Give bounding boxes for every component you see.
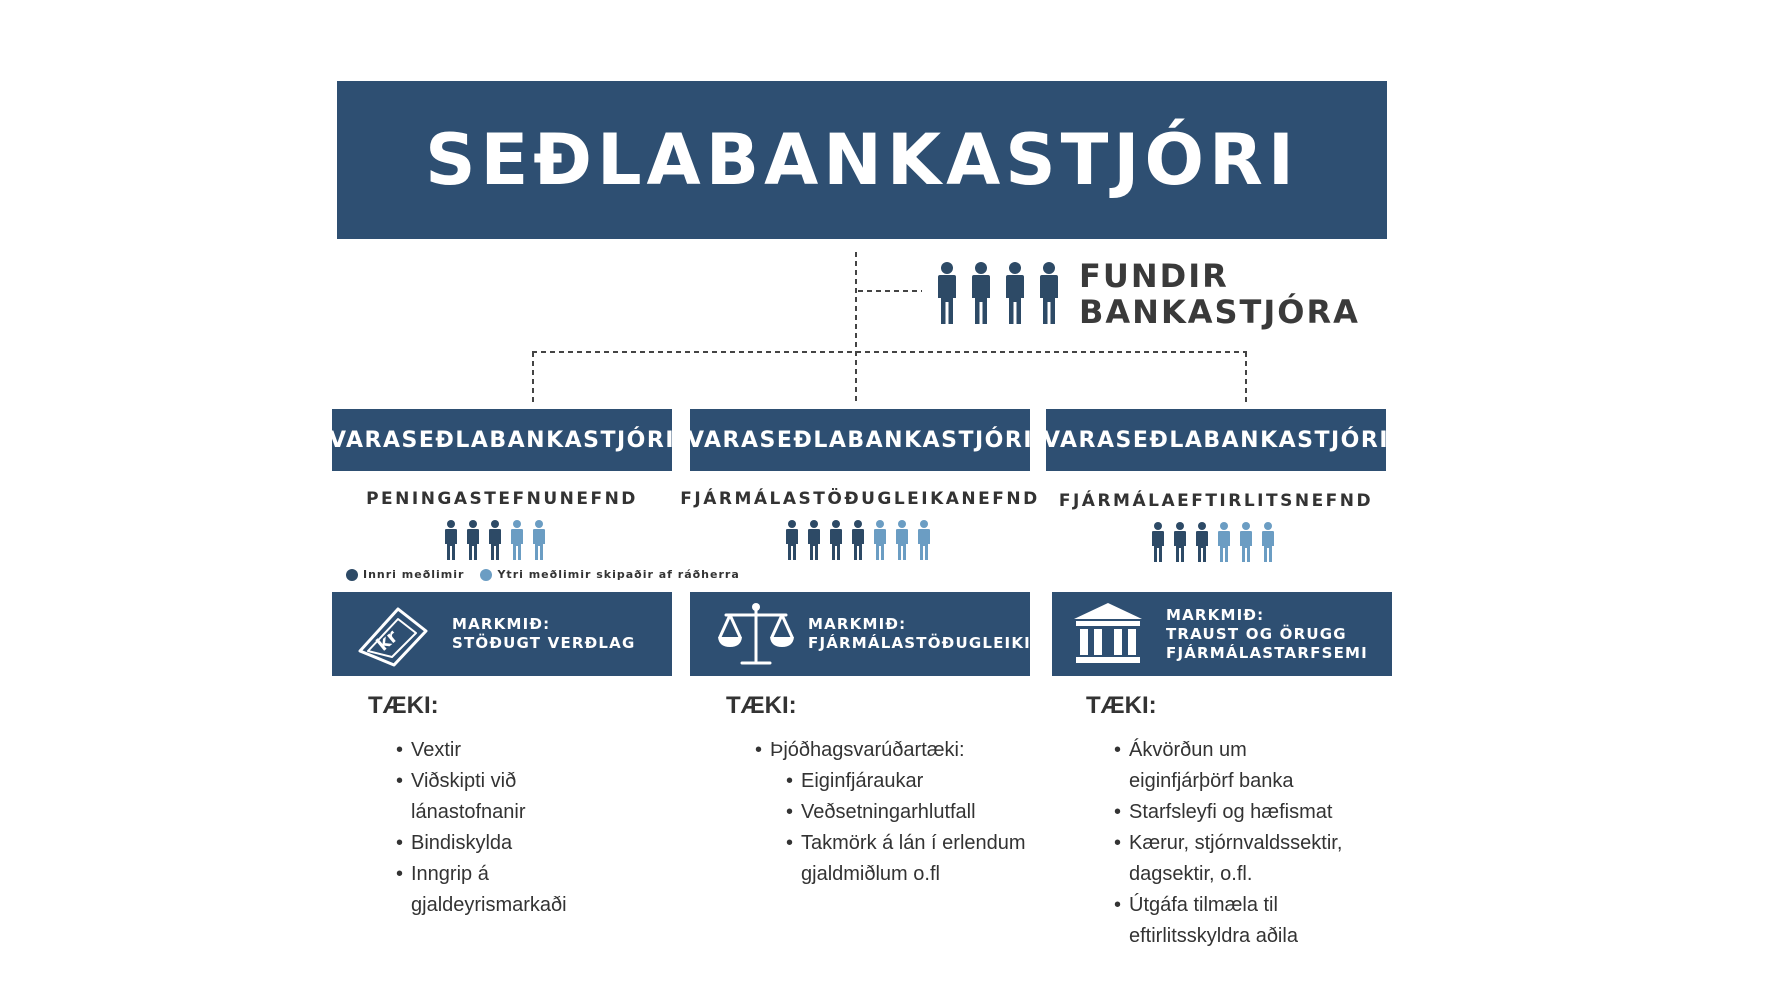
external-member-icon — [874, 520, 886, 560]
tools-list-2 — [755, 735, 1055, 890]
members-legend — [346, 568, 756, 581]
internal-member-icon — [808, 520, 820, 560]
goal-box-3 — [1052, 592, 1392, 676]
goal-box-1 — [332, 592, 672, 676]
legend-internal: Innri meðlimir — [346, 568, 464, 581]
tool-item: • Viðskipti við lánastofnanir — [396, 766, 666, 828]
tool-item: • Ákvörðun um eiginfjárþörf banka — [1114, 735, 1414, 797]
deputy-governor-box-1 — [328, 409, 676, 471]
external-member-icon — [533, 520, 545, 560]
meeting-label-line1: FUNDIR — [1079, 257, 1229, 295]
governor-title: SEÐLABANKASTJÓRI — [425, 119, 1299, 201]
internal-member-icon — [852, 520, 864, 560]
external-member-icon — [1218, 522, 1230, 562]
tool-subitem: • Eiginfjáraukar — [786, 766, 1055, 797]
bank-building-icon — [1068, 599, 1148, 669]
tools-title-2: TÆKI: — [726, 692, 797, 719]
tools-list-1 — [396, 735, 666, 921]
deputy-governor-box-3 — [1042, 409, 1390, 471]
goal-text-1: MARKMIÐ: STÖÐUGT VERÐLAG — [452, 615, 636, 652]
deputy-governor-label: VARASEÐLABANKASTJÓRI — [328, 427, 676, 453]
internal-member-icon — [786, 520, 798, 560]
krona-note-icon — [354, 599, 434, 669]
goal-text-3: MARKMIÐ: TRAUST OG ÖRUGG FJÁRMÁLASTARFSEMI — [1166, 605, 1368, 662]
goal-box-2 — [690, 592, 1030, 676]
internal-member-icon — [445, 520, 457, 560]
internal-member-icon — [1174, 522, 1186, 562]
tool-item: • Starfsleyfi og hæfismat — [1114, 797, 1414, 828]
tool-item: • Bindiskylda — [396, 828, 666, 859]
meeting-label-line2: BANKASTJÓRA — [1079, 293, 1360, 331]
committee-name-1: PENINGASTEFNUNEFND — [366, 489, 638, 509]
meeting-label — [1079, 258, 1360, 330]
goal-text-2: MARKMIÐ: FJÁRMÁLASTÖÐUGLEIKI — [808, 615, 1031, 652]
legend-external: Ytri meðlimir skipaðir af ráðherra — [480, 568, 739, 581]
internal-member-icon — [1152, 522, 1164, 562]
deputy-governor-box-2 — [686, 409, 1034, 471]
svg-text:kr: kr — [372, 626, 403, 656]
scales-icon — [716, 599, 796, 669]
legend-external-dot — [480, 569, 492, 581]
committee-name-2: FJÁRMÁLASTÖÐUGLEIKANEFND — [680, 489, 1040, 509]
tools-list-3 — [1114, 735, 1414, 952]
internal-member-icon — [467, 520, 479, 560]
tool-item: • Kærur, stjórnvaldssektir, dagsektir, o.fl. — [1114, 828, 1414, 890]
internal-member-icon — [489, 520, 501, 560]
tools-title-1: TÆKI: — [368, 692, 439, 719]
tools-title-3: TÆKI: — [1086, 692, 1157, 719]
tool-item: • Þjóðhagsvarúðartæki: — [755, 735, 1055, 766]
tool-item: • Útgáfa tilmæla til eftirlitsskyldra aðila — [1114, 890, 1414, 952]
committee-name-3: FJÁRMÁLAEFTIRLITSNEFND — [1058, 491, 1374, 511]
external-member-icon — [511, 520, 523, 560]
deputy-governor-label: VARASEÐLABANKASTJÓRI — [686, 427, 1034, 453]
deputy-governor-label: VARASEÐLABANKASTJÓRI — [1042, 427, 1390, 453]
external-member-icon — [1262, 522, 1274, 562]
tool-item: • Vextir — [396, 735, 666, 766]
internal-member-icon — [1196, 522, 1208, 562]
internal-member-icon — [830, 520, 842, 560]
tool-subitem: • Takmörk á lán í erlendum gjaldmiðlum o.fl — [786, 828, 1055, 890]
committee-members-2 — [784, 520, 938, 562]
committee-members-1 — [443, 520, 553, 562]
external-member-icon — [918, 520, 930, 560]
tool-subitem: • Veðsetningarhlutfall — [786, 797, 1055, 828]
meeting-people-icon — [935, 262, 1065, 328]
governor-title-box — [337, 81, 1387, 239]
external-member-icon — [1240, 522, 1252, 562]
committee-members-3 — [1150, 522, 1282, 564]
legend-internal-dot — [346, 569, 358, 581]
tool-item: • Inngrip á gjaldeyrismarkaði — [396, 859, 666, 921]
external-member-icon — [896, 520, 908, 560]
